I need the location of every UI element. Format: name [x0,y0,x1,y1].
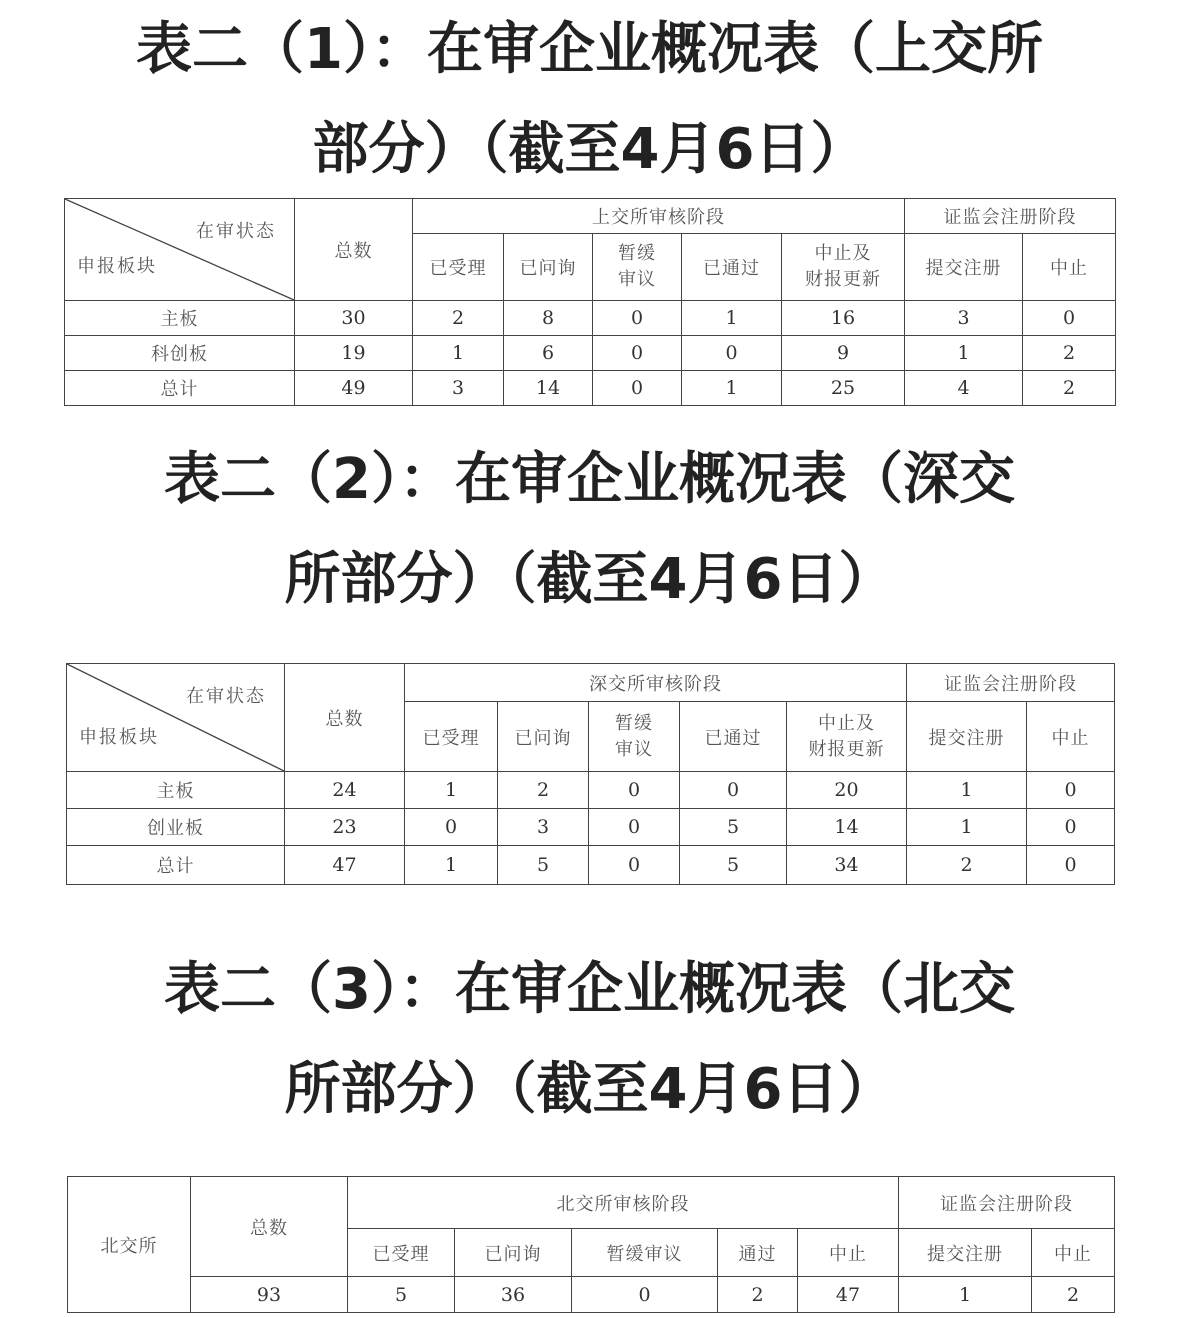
table2-stage2-header: 证监会注册阶段 [907,664,1115,702]
row-label: 主板 [65,301,295,336]
table1-title [0,0,1179,200]
cell: 0 [1027,809,1115,846]
table2 [66,663,1115,885]
table1-corner-top: 在审状态 [196,221,276,242]
cell: 47 [285,846,405,885]
table3-col-submit-registration: 提交注册 [899,1229,1032,1277]
table2-col-submit-registration: 提交注册 [907,702,1027,772]
cell: 0 [589,846,680,885]
cell: 49 [295,371,413,406]
table1-title-line2: 部分）（截至4月6日） [312,117,867,182]
cell: 2 [1032,1277,1115,1313]
row-label: 总计 [67,846,285,885]
cell: 1 [682,371,782,406]
cell: 5 [680,846,787,885]
table1-corner-cell [65,199,295,301]
cell: 0 [589,772,680,809]
table3-col-inquired: 已问询 [455,1229,572,1277]
row-label: 科创板 [65,336,295,371]
cell: 1 [413,336,504,371]
table1 [64,198,1116,406]
cell: 1 [907,809,1027,846]
cell: 1 [907,772,1027,809]
cell: 0 [682,336,782,371]
table1-title-line1: 表二（1）：在审企业概况表（上交所 [136,17,1043,82]
cell: 1 [899,1277,1032,1313]
table3-col-accepted: 已受理 [348,1229,455,1277]
table2-total-header: 总数 [285,664,405,772]
table1-col-suspended: 中止 [1023,234,1116,301]
table3-title-line1: 表二（3）：在审企业概况表（北交 [164,957,1015,1022]
cell: 1 [682,301,782,336]
cell: 30 [295,301,413,336]
table3-title-line2: 所部分）（截至4月6日） [284,1057,895,1122]
table2-col-suspended: 中止 [1027,702,1115,772]
table2-col-inquired: 已问询 [498,702,589,772]
table1-stage1-header: 上交所审核阶段 [413,199,905,234]
cell: 34 [787,846,907,885]
cell: 2 [413,301,504,336]
cell: 0 [593,371,682,406]
cell: 2 [1023,371,1116,406]
cell: 19 [295,336,413,371]
cell: 3 [498,809,589,846]
table2-title [0,430,1179,630]
cell: 2 [718,1277,798,1313]
table2-col-passed: 已通过 [680,702,787,772]
cell: 2 [1023,336,1116,371]
cell: 3 [905,301,1023,336]
cell: 20 [787,772,907,809]
row-label: 创业板 [67,809,285,846]
table-row [67,772,1115,809]
cell: 1 [905,336,1023,371]
table1-col-deferred: 暂缓 审议 [593,234,682,301]
table1-corner-bottom: 申报板块 [77,256,157,277]
cell: 3 [413,371,504,406]
cell: 0 [1027,846,1115,885]
cell: 4 [905,371,1023,406]
table-row [67,846,1115,885]
table2-col-suspended-update: 中止及 财报更新 [787,702,907,772]
cell: 24 [285,772,405,809]
cell: 16 [782,301,905,336]
table3-col-deferred: 暂缓审议 [572,1229,718,1277]
cell: 5 [680,809,787,846]
cell: 14 [504,371,593,406]
table2-stage1-header: 深交所审核阶段 [405,664,907,702]
table2-title-line2: 所部分）（截至4月6日） [284,547,895,612]
table-row [65,301,1116,336]
cell: 0 [405,809,498,846]
cell: 25 [782,371,905,406]
row-label: 总计 [65,371,295,406]
table1-total-header: 总数 [295,199,413,301]
table1-col-suspended-update: 中止及 财报更新 [782,234,905,301]
table-row [67,809,1115,846]
cell: 0 [589,809,680,846]
cell: 6 [504,336,593,371]
table2-corner-bottom: 申报板块 [79,727,159,748]
table3-row-label: 北交所 [68,1177,191,1313]
table3-col-suspended: 中止 [1032,1229,1115,1277]
table1-stage2-header: 证监会注册阶段 [905,199,1116,234]
cell: 2 [907,846,1027,885]
cell: 2 [498,772,589,809]
cell: 23 [285,809,405,846]
table3-title [0,940,1179,1140]
cell: 47 [798,1277,899,1313]
table1-col-inquired: 已问询 [504,234,593,301]
table2-corner-cell [67,664,285,772]
cell: 93 [191,1277,348,1313]
cell: 5 [498,846,589,885]
cell: 0 [1023,301,1116,336]
table1-col-submit-registration: 提交注册 [905,234,1023,301]
cell: 0 [593,301,682,336]
table3-stage2-header: 证监会注册阶段 [899,1177,1115,1229]
table-row [65,371,1116,406]
table3-col-passed: 通过 [718,1229,798,1277]
cell: 36 [455,1277,572,1313]
cell: 8 [504,301,593,336]
row-label: 主板 [67,772,285,809]
cell: 0 [593,336,682,371]
table2-title-line1: 表二（2）：在审企业概况表（深交 [164,447,1015,512]
table-row [65,336,1116,371]
table3-col-suspended-review: 中止 [798,1229,899,1277]
table3-stage1-header: 北交所审核阶段 [348,1177,899,1229]
table2-col-deferred: 暂缓 审议 [589,702,680,772]
table1-col-accepted: 已受理 [413,234,504,301]
cell: 1 [405,772,498,809]
table2-col-accepted: 已受理 [405,702,498,772]
table-row [68,1277,1115,1313]
cell: 0 [572,1277,718,1313]
cell: 0 [1027,772,1115,809]
cell: 1 [405,846,498,885]
cell: 5 [348,1277,455,1313]
cell: 0 [680,772,787,809]
table2-corner-top: 在审状态 [186,686,266,707]
table3 [67,1176,1115,1313]
cell: 14 [787,809,907,846]
table1-col-passed: 已通过 [682,234,782,301]
table3-total-header: 总数 [191,1177,348,1277]
cell: 9 [782,336,905,371]
